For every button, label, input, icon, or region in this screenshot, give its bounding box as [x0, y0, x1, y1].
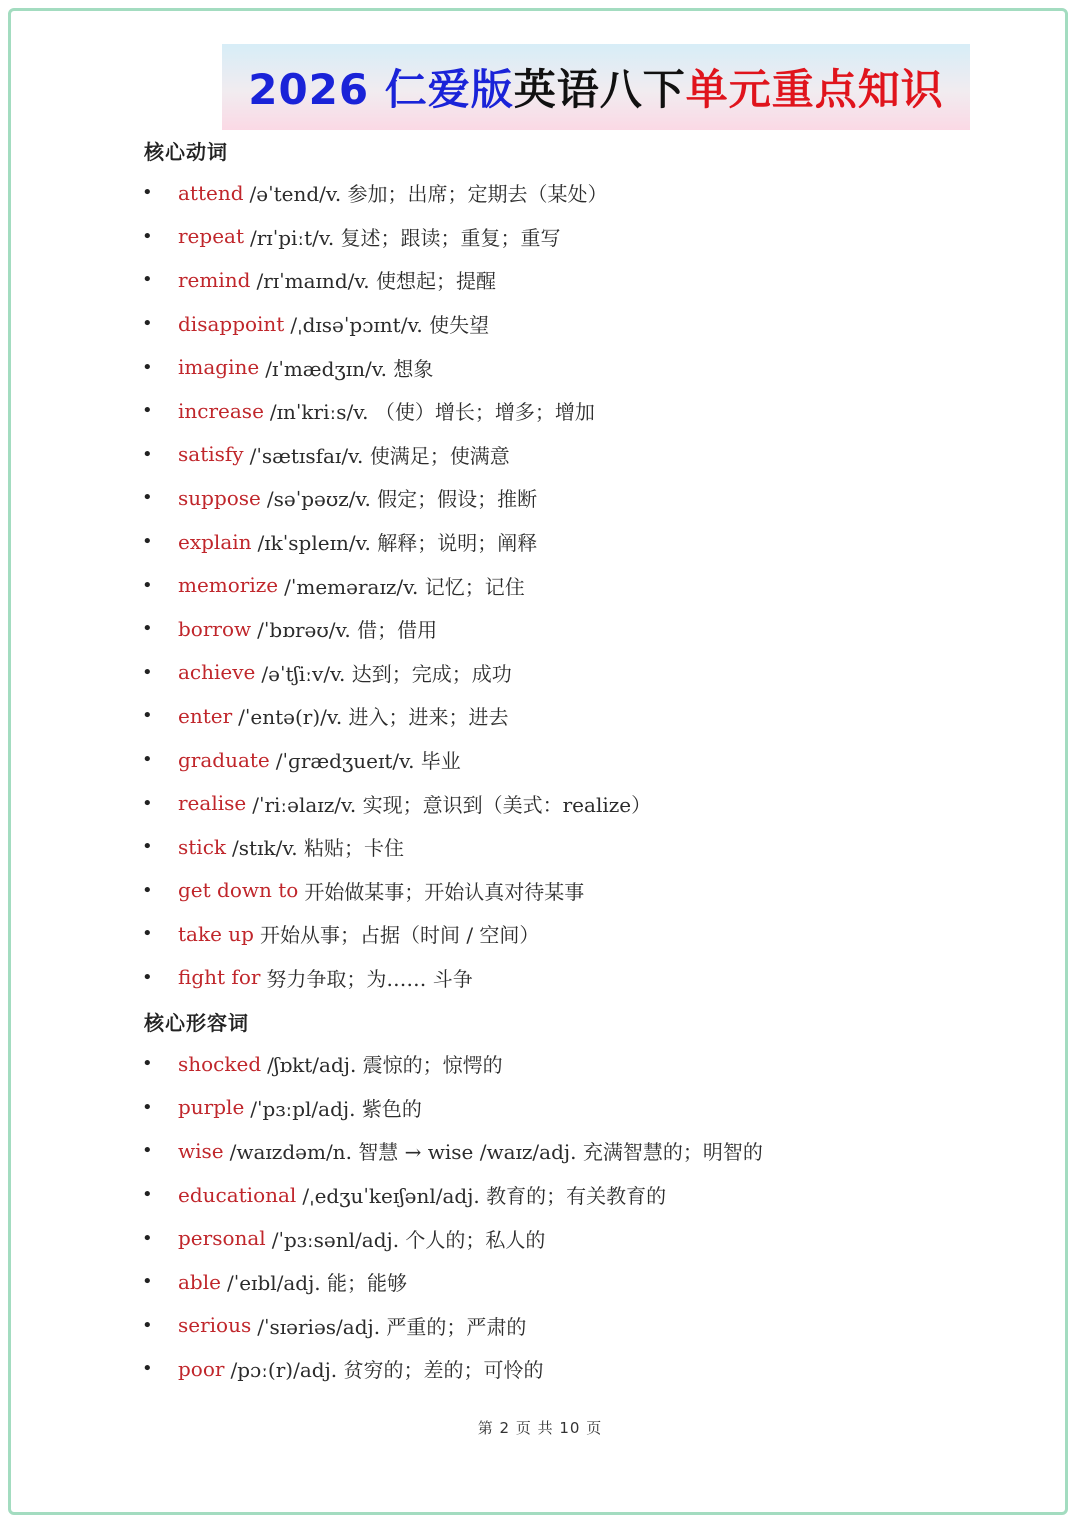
- bullet-icon: •: [142, 1140, 153, 1162]
- list-item: [140, 215, 651, 259]
- vocab-definition: /ˈriːəlaɪz/v. 实现；意识到（美式：realize）: [252, 792, 652, 817]
- list-item: [140, 1347, 763, 1391]
- section-heading-verbs: 核心动词: [144, 140, 228, 164]
- bullet-icon: •: [142, 182, 153, 204]
- vocab-word: suppose: [178, 485, 261, 510]
- list-item: [140, 651, 651, 695]
- vocab-word: able: [178, 1269, 221, 1294]
- list-item: [140, 869, 651, 913]
- list-item: [140, 694, 651, 738]
- list-item: [140, 1304, 763, 1348]
- vocab-word: explain: [178, 529, 252, 554]
- list-item: [140, 1216, 763, 1260]
- page-title: [248, 57, 944, 117]
- bullet-icon: •: [142, 836, 153, 858]
- vocab-definition: /ˈsætɪsfaɪ/v. 使满足；使满意: [249, 443, 510, 468]
- list-item: [140, 912, 651, 956]
- vocab-definition: /ˈbɒrəʊ/v. 借；借用: [257, 618, 438, 643]
- list-item: [140, 956, 651, 1000]
- bullet-icon: •: [142, 618, 153, 640]
- list-item: [140, 302, 651, 346]
- vocab-definition: /ɪˈmædʒɪn/v. 想象: [265, 356, 434, 381]
- vocab-word: repeat: [178, 224, 244, 249]
- list-item: [140, 607, 651, 651]
- list-item: [140, 781, 651, 825]
- bullet-icon: •: [142, 966, 153, 988]
- vocab-word: graduate: [178, 747, 270, 772]
- vocab-definition: /ˈentə(r)/v. 进入；进来；进去: [238, 705, 509, 730]
- bullet-icon: •: [142, 574, 153, 596]
- bullet-icon: •: [142, 487, 153, 509]
- vocab-word: increase: [178, 398, 264, 423]
- list-item: [140, 563, 651, 607]
- bullet-icon: •: [142, 1358, 153, 1380]
- vocab-definition: /ʃɒkt/adj. 震惊的；惊愕的: [267, 1053, 503, 1078]
- vocab-word: take up: [178, 921, 254, 946]
- list-item: [140, 738, 651, 782]
- list-item: [140, 345, 651, 389]
- vocab-word: wise: [178, 1138, 224, 1163]
- vocab-definition: /ˌedʒuˈkeɪʃənl/adj. 教育的；有关教育的: [302, 1184, 667, 1209]
- bullet-icon: •: [142, 1053, 153, 1075]
- adjective-list: [140, 1042, 763, 1391]
- vocab-word: achieve: [178, 660, 256, 685]
- page-footer: 第 2 页 共 10 页: [477, 1419, 603, 1437]
- vocab-definition: /waɪzdəm/n. 智慧 → wise /waɪz/adj. 充满智慧的；明智的: [229, 1140, 763, 1165]
- vocab-definition: 努力争取；为…… 斗争: [266, 966, 473, 991]
- bullet-icon: •: [142, 313, 153, 335]
- vocab-word: satisfy: [178, 442, 244, 467]
- vocab-definition: /ˈsɪəriəs/adj. 严重的；严肃的: [257, 1314, 527, 1339]
- vocab-definition: /ˈpɜːpl/adj. 紫色的: [250, 1096, 422, 1121]
- vocab-word: purple: [178, 1095, 245, 1120]
- list-item: [140, 1129, 763, 1173]
- list-item: [140, 258, 651, 302]
- vocab-word: poor: [178, 1356, 225, 1381]
- vocab-definition: 开始做某事；开始认真对待某事: [304, 879, 585, 904]
- vocab-word: serious: [178, 1313, 252, 1338]
- bullet-icon: •: [142, 1227, 153, 1249]
- list-item: [140, 389, 651, 433]
- list-item: [140, 476, 651, 520]
- bullet-icon: •: [142, 1096, 153, 1118]
- bullet-icon: •: [142, 225, 153, 247]
- vocab-definition: /əˈtʃiːv/v. 达到；完成；成功: [261, 661, 512, 686]
- vocab-definition: /rɪˈpiːt/v. 复述；跟读；重复；重写: [250, 225, 561, 250]
- vocab-word: stick: [178, 834, 227, 859]
- title-part-edition: 2026 仁爱版: [248, 65, 514, 114]
- vocab-definition: /ɪkˈspleɪn/v. 解释；说明；阐释: [257, 531, 538, 556]
- vocab-word: borrow: [178, 616, 252, 641]
- bullet-icon: •: [142, 269, 153, 291]
- bullet-icon: •: [142, 356, 153, 378]
- vocab-word: imagine: [178, 355, 260, 380]
- vocab-definition: /ˈɡrædʒueɪt/v. 毕业: [275, 749, 461, 774]
- bullet-icon: •: [142, 400, 153, 422]
- bullet-icon: •: [142, 443, 153, 465]
- vocab-word: disappoint: [178, 311, 285, 336]
- title-part-topic: 单元重点知识: [685, 65, 944, 114]
- bullet-icon: •: [142, 1314, 153, 1336]
- list-item: [140, 825, 651, 869]
- bullet-icon: •: [142, 923, 153, 945]
- title-part-subject: 英语八下: [513, 65, 686, 114]
- list-item: [140, 171, 651, 215]
- section-heading-adjectives: 核心形容词: [144, 1011, 249, 1035]
- bullet-icon: •: [142, 1184, 153, 1206]
- vocab-word: educational: [178, 1182, 297, 1207]
- verb-list: [140, 171, 651, 999]
- vocab-word: memorize: [178, 573, 279, 598]
- vocab-definition: /ˈpɜːsənl/adj. 个人的；私人的: [271, 1227, 546, 1252]
- vocab-definition: /əˈtend/v. 参加；出席；定期去（某处）: [249, 182, 608, 207]
- vocab-definition: /rɪˈmaɪnd/v. 使想起；提醒: [256, 269, 496, 294]
- vocab-definition: 开始从事；占据（时间 / 空间）: [259, 923, 540, 948]
- bullet-icon: •: [142, 879, 153, 901]
- vocab-word: attend: [178, 180, 244, 205]
- vocab-definition: /stɪk/v. 粘贴；卡住: [232, 836, 404, 861]
- vocab-definition: /pɔː(r)/adj. 贫穷的；差的；可怜的: [230, 1358, 544, 1383]
- vocab-word: realise: [178, 791, 247, 816]
- list-item: [140, 1173, 763, 1217]
- vocab-word: enter: [178, 703, 233, 728]
- list-item: [140, 1086, 763, 1130]
- bullet-icon: •: [142, 531, 153, 553]
- list-item: [140, 1042, 763, 1086]
- vocab-word: shocked: [178, 1051, 262, 1076]
- vocab-word: personal: [178, 1226, 266, 1251]
- title-banner: [222, 44, 970, 130]
- bullet-icon: •: [142, 792, 153, 814]
- vocab-word: get down to: [178, 878, 299, 903]
- list-item: [140, 520, 651, 564]
- bullet-icon: •: [142, 1271, 153, 1293]
- vocab-definition: /ˈmeməraɪz/v. 记忆；记住: [284, 574, 525, 599]
- vocab-definition: /səˈpəʊz/v. 假定；假设；推断: [266, 487, 538, 512]
- vocab-definition: /ˈeɪbl/adj. 能；能够: [226, 1271, 408, 1296]
- bullet-icon: •: [142, 705, 153, 727]
- vocab-definition: /ɪnˈkriːs/v. （使）增长；增多；增加: [269, 400, 595, 425]
- bullet-icon: •: [142, 749, 153, 771]
- vocab-definition: /ˌdɪsəˈpɔɪnt/v. 使失望: [290, 313, 490, 338]
- vocab-word: fight for: [178, 965, 261, 990]
- list-item: [140, 433, 651, 477]
- vocab-word: remind: [178, 267, 251, 292]
- bullet-icon: •: [142, 661, 153, 683]
- list-item: [140, 1260, 763, 1304]
